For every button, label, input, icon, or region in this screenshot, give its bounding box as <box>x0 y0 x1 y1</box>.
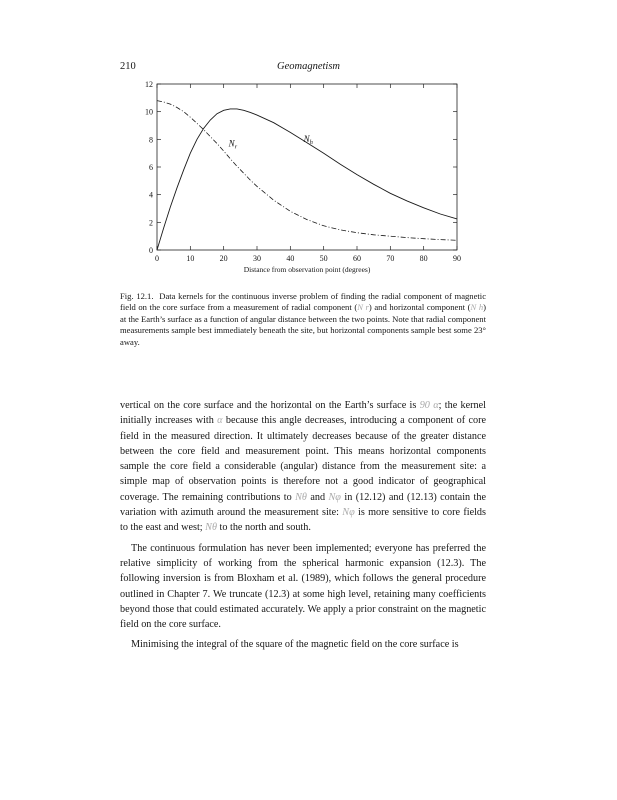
x-axis-label: Distance from observation point (degrees) <box>243 265 371 274</box>
chart-series <box>157 101 457 250</box>
body-text <box>120 398 486 653</box>
series-line-nr <box>157 101 457 241</box>
x-tick-label: 70 <box>386 254 395 263</box>
y-tick-label: 12 <box>145 80 153 89</box>
body-text-run: Minimising the integral of the square of the magnetic field on the core surface is <box>131 639 459 651</box>
body-paragraph <box>120 398 486 536</box>
caption-text-3: ) at the Earth’s surface as a function of angular distance between the two points. Note that radial component measurements sample best immediately beneath the site, but horizontal components sample best some 23° away. <box>120 302 486 347</box>
caption-symbol-nh: N h <box>470 302 484 313</box>
inline-symbol: Nφ <box>342 507 355 519</box>
body-text-run: is more sensitive to core fields to the east and west; <box>120 507 486 534</box>
curve-label <box>303 134 313 146</box>
chart-labels <box>228 134 313 150</box>
caption-label: Fig. 12.1. <box>120 291 154 301</box>
x-tick-label: 90 <box>453 254 461 263</box>
body-text-run: vertical on the core surface and the horizontal on the Earth’s surface is <box>120 400 420 411</box>
y-tick-label: 4 <box>149 190 153 200</box>
plot-frame <box>157 84 457 250</box>
page-number: 210 <box>120 61 136 72</box>
caption-text-1: Data kernels for the continuous inverse problem of finding the radial component of magnetic field on the core surface from a measurement of radial component ( <box>120 291 487 313</box>
y-tick-label: 6 <box>149 163 153 172</box>
caption-symbol-nr: N r <box>357 302 369 313</box>
body-text-run: to the north and south. <box>216 522 311 534</box>
caption-text-2: ) and horizontal component ( <box>368 302 471 313</box>
inline-symbol: α <box>217 415 223 427</box>
x-tick-label: 60 <box>353 254 361 263</box>
y-tick-label: 2 <box>149 218 153 228</box>
body-text-run: and <box>306 491 329 503</box>
body-text-run: The continuous formulation has never been implemented; everyone has preferred the relative simplicity of working from the spherical harmonic expansion (12.3). The following inversion is from Bloxham et al. (1989), which follows the general procedure outlined in Chapter 7. We truncate (12.3) at some high level, retaining many coefficients beyond those that could estimated accurately. We apply a prior constraint on the magnetic field on the core surface. <box>120 542 486 631</box>
x-tick-label: 80 <box>419 254 428 263</box>
chart-axes <box>145 80 461 274</box>
body-text-run: because this angle decreases, introducing a component of core field in the measured direction. It ultimately decreases because of the greater distance between the core field and measurement point. This means horizontal components sample the core field a considerable (angular) distance from the measurement site: a simple map of observation points is therefore not a good indicator of geographical coverage. The remaining contributions to <box>120 415 486 503</box>
inline-symbol: Nθ <box>295 491 307 503</box>
curve-label <box>228 138 238 150</box>
inline-symbol: Nφ <box>328 491 341 503</box>
body-text-run: in (12.12) and (12.13) contain the variation with azimuth around the measurement site: <box>120 491 486 519</box>
curve-label-sub: h <box>309 139 313 147</box>
x-tick-label: 50 <box>319 254 328 263</box>
y-tick-label: 8 <box>149 135 153 145</box>
y-tick-label: 10 <box>145 107 153 117</box>
y-tick-label: 0 <box>149 246 153 255</box>
running-head: Geomagnetism <box>277 61 340 72</box>
figure-caption <box>120 291 486 348</box>
body-paragraph <box>120 637 486 652</box>
curve-label-sub: r <box>234 143 238 151</box>
body-text-run: ; the kernel initially increases with <box>120 400 487 427</box>
inline-symbol: α <box>433 400 439 411</box>
inline-symbol: 90 <box>419 400 430 411</box>
series-line-nh <box>157 109 457 250</box>
x-tick-label: 20 <box>219 254 228 263</box>
x-tick-label: 30 <box>253 254 261 263</box>
inline-symbol: Nθ <box>205 522 217 534</box>
x-tick-label: 0 <box>155 254 159 263</box>
curve-label-main: N <box>303 134 310 145</box>
figure-chart <box>120 76 490 281</box>
x-tick-label: 10 <box>186 254 195 263</box>
x-tick-label: 40 <box>286 254 295 263</box>
body-paragraph <box>120 541 486 633</box>
curve-label-main: N <box>228 138 235 149</box>
